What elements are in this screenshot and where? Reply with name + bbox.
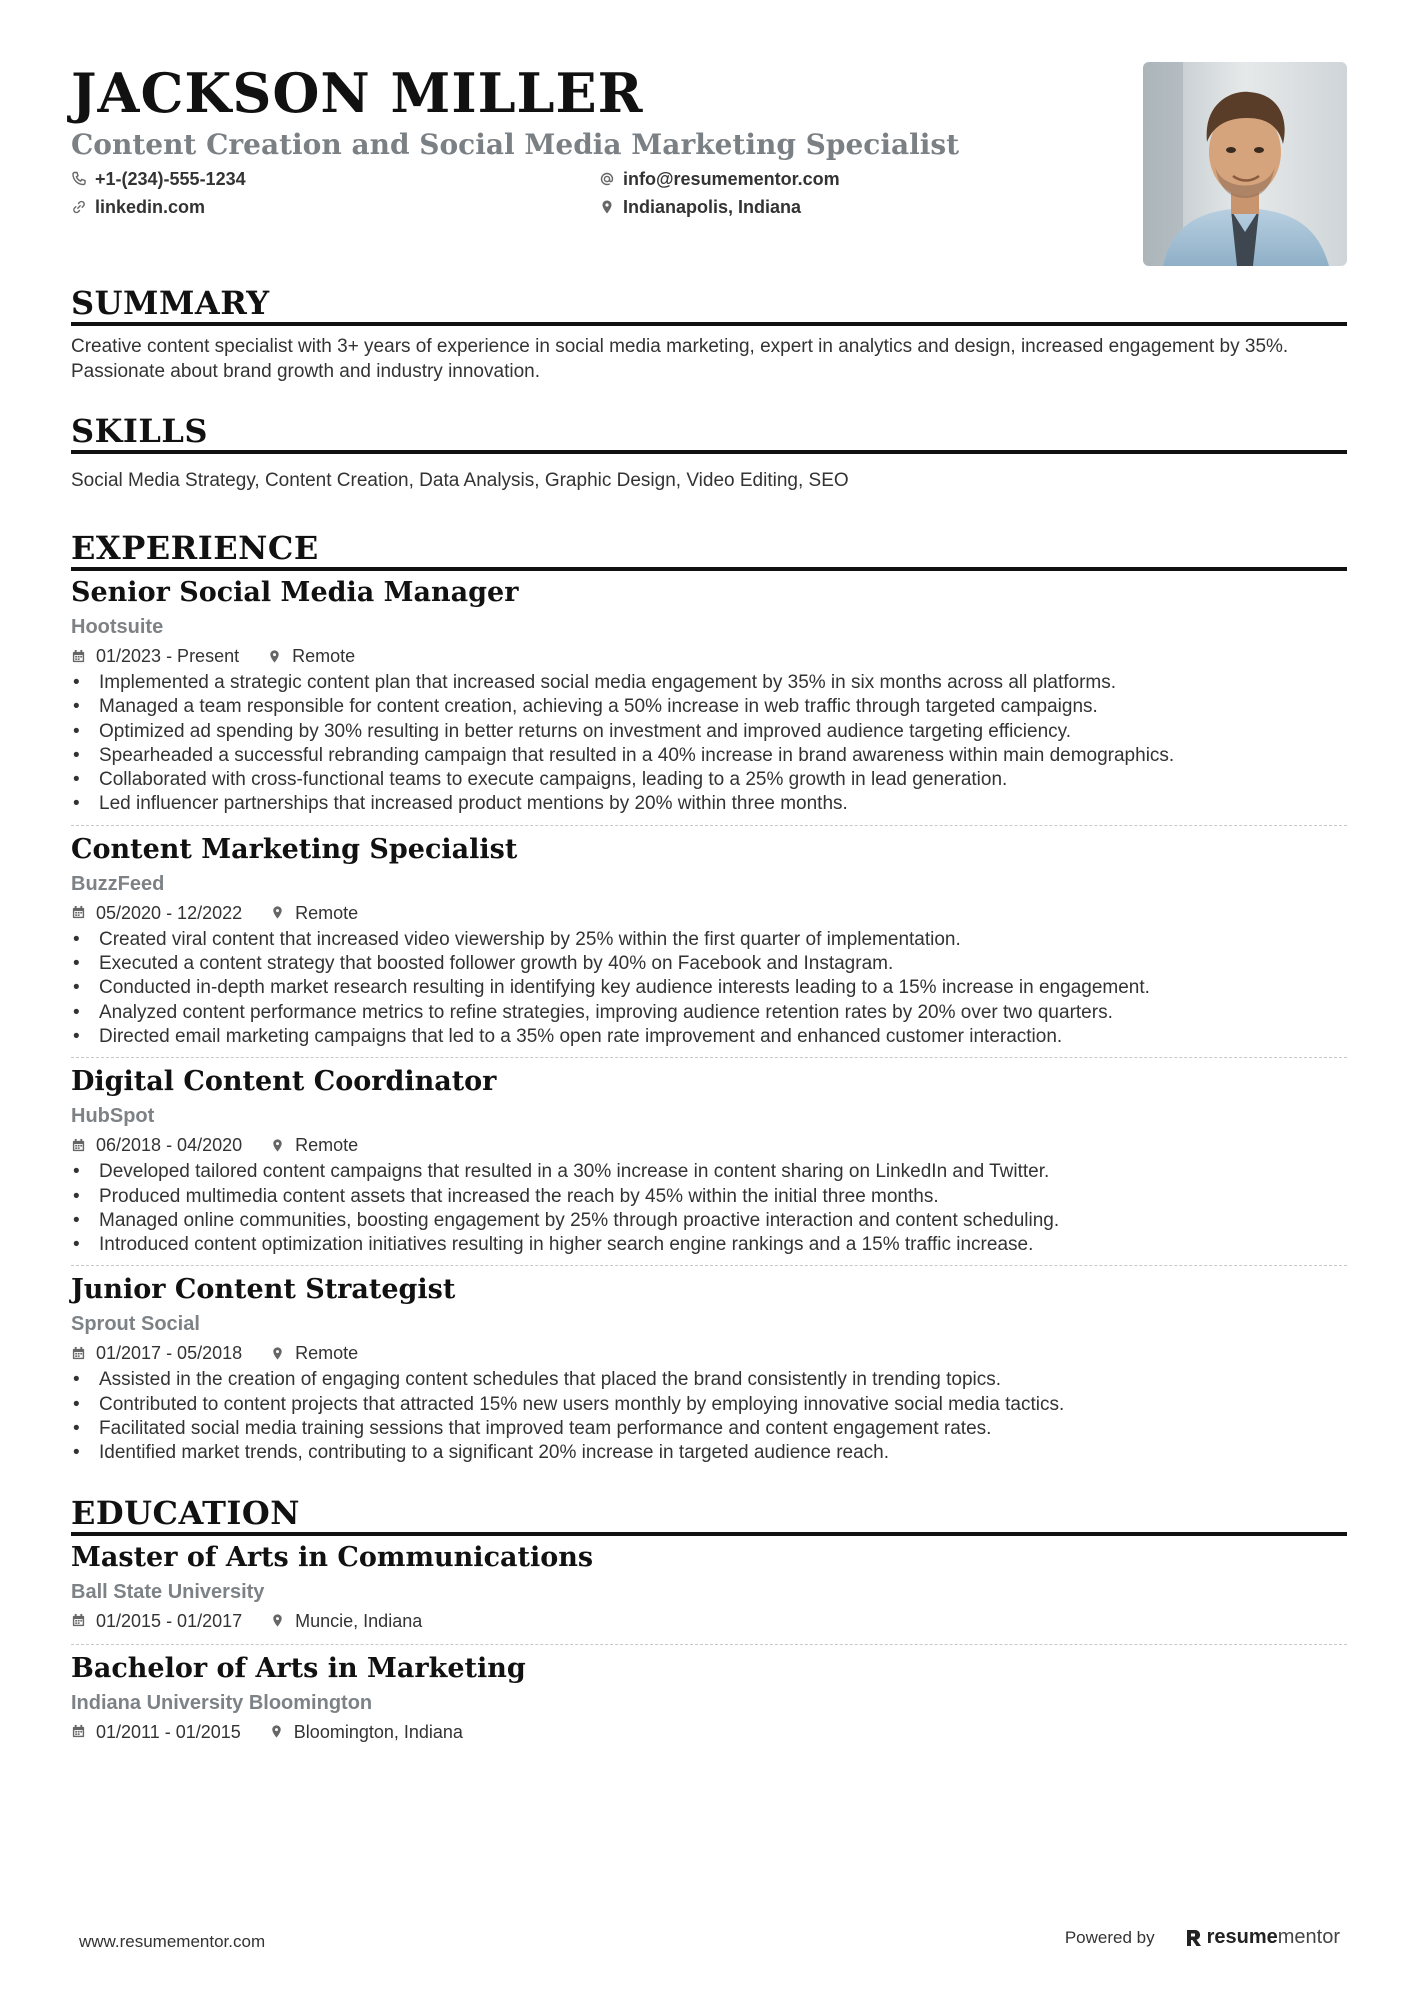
- job-dates: 01/2017 - 05/2018: [96, 1343, 243, 1364]
- location-pin-icon: [270, 1613, 285, 1628]
- brand-name-bold: resume: [1206, 1926, 1278, 1948]
- location-pin-icon: [270, 1138, 285, 1153]
- calendar-icon: [71, 905, 86, 920]
- education-dates: 01/2015 - 01/2017: [96, 1610, 243, 1631]
- location-pin-icon: [270, 1346, 285, 1361]
- education-section: [71, 1494, 1347, 1747]
- job-location: Remote: [295, 902, 359, 923]
- location-pin-icon: [599, 199, 615, 215]
- job-title: Digital Content Coordinator: [71, 1066, 497, 1098]
- calendar-icon: [71, 1613, 86, 1628]
- resume-header: [71, 58, 1347, 278]
- contact-linkedin[interactable]: [71, 196, 599, 218]
- entry-divider: [71, 1265, 1347, 1266]
- bullet-item: • Produced multimedia content assets that increased the reach by 45% within the initial three months.: [71, 1185, 1347, 1209]
- phone-icon: [71, 171, 87, 187]
- calendar-icon: [71, 649, 86, 664]
- skills-section: [71, 412, 1347, 493]
- contact-location: [599, 196, 999, 218]
- calendar-icon: [71, 1724, 86, 1739]
- section-divider: [71, 450, 1347, 454]
- powered-by-label: Powered by: [1064, 1927, 1155, 1947]
- company-name: HubSpot: [71, 1105, 155, 1128]
- job-bullets: [71, 671, 1347, 817]
- job-meta: [71, 1338, 1347, 1368]
- education-entry: [71, 1651, 1347, 1747]
- brand-name-light: mentor: [1277, 1926, 1340, 1948]
- job-bullets: [71, 1368, 1347, 1465]
- location-pin-icon: [270, 905, 285, 920]
- resumementor-logo-icon: [1185, 1928, 1203, 1948]
- entry-divider: [71, 825, 1347, 826]
- portrait-image: [1143, 62, 1347, 266]
- job-meta: [71, 898, 1347, 928]
- job-dates: 06/2018 - 04/2020: [96, 1135, 243, 1156]
- bullet-item: • Collaborated with cross-functional teams to execute campaigns, leading to a 25% growth in lead generation.: [71, 768, 1347, 792]
- bullet-item: • Developed tailored content campaigns that resulted in a 30% increase in content sharing on LinkedIn and Twitter.: [71, 1160, 1347, 1184]
- company-name: Hootsuite: [71, 616, 164, 638]
- calendar-icon: [71, 1138, 86, 1153]
- degree-title: Master of Arts in Communications: [71, 1541, 594, 1573]
- bullet-item: • Optimized ad spending by 30% resulting in better returns on investment and improved audience targeting efficiency.: [71, 720, 1347, 744]
- summary-text: Creative content specialist with 3+ years of experience in social media marketing, expert in analytics and design, increased engagement by 35%. Passionate about brand growth and industry innovation.: [71, 336, 1289, 382]
- experience-entry: [71, 832, 1347, 1049]
- bullet-item: • Managed a team responsible for content creation, achieving a 50% increase in web traffic through targeted campaigns.: [71, 695, 1347, 719]
- linkedin-text: linkedin.com: [95, 197, 206, 217]
- company-name: Sprout Social: [71, 1313, 200, 1336]
- bullet-item: • Introduced content optimization initiatives resulting in higher search engine rankings and a 15% traffic increase.: [71, 1233, 1347, 1257]
- section-divider: [71, 322, 1347, 326]
- candidate-title: Content Creation and Social Media Marketing Specialist: [71, 128, 960, 161]
- phone-text: +1-(234)-555-1234: [95, 169, 246, 189]
- bullet-item: • Implemented a strategic content plan that increased social media engagement by 35% in six months across all platforms.: [71, 671, 1347, 695]
- job-title: Senior Social Media Manager: [71, 577, 519, 608]
- education-location: Muncie, Indiana: [295, 1610, 423, 1631]
- job-location: Remote: [292, 646, 356, 666]
- job-bullets: [71, 1160, 1347, 1257]
- experience-entry: [71, 1064, 1347, 1257]
- skills-heading: SKILLS: [71, 412, 208, 450]
- education-meta: [71, 1717, 1347, 1747]
- footer-website[interactable]: www.resumementor.com: [79, 1932, 266, 1951]
- entry-divider: [71, 1057, 1347, 1058]
- bullet-item: • Conducted in-depth market research resulting in identifying key audience interests leading to a 15% increase in engagement.: [71, 976, 1347, 1000]
- bullet-item: • Created viral content that increased video viewership by 25% within the first quarter of implementation.: [71, 928, 1347, 952]
- degree-title: Bachelor of Arts in Marketing: [71, 1652, 526, 1684]
- school-name: Indiana University Bloomington: [71, 1691, 373, 1714]
- footer-powered-by: [1065, 1926, 1340, 1949]
- resume-page: [71, 58, 1347, 1747]
- location-text: Indianapolis, Indiana: [623, 197, 802, 217]
- location-pin-icon: [267, 649, 282, 664]
- bullet-item: • Executed a content strategy that boosted follower growth by 40% on Facebook and Instagram.: [71, 952, 1347, 976]
- section-divider: [71, 1532, 1347, 1536]
- school-name: Ball State University: [71, 1580, 265, 1603]
- job-bullets: [71, 928, 1347, 1049]
- entry-divider: [71, 1644, 1347, 1645]
- bullet-item: • Spearheaded a successful rebranding campaign that resulted in a 40% increase in brand awareness within main demographics.: [71, 744, 1347, 768]
- bullet-item: • Directed email marketing campaigns that led to a 35% open rate improvement and enhanced customer interaction.: [71, 1025, 1347, 1049]
- job-dates: 01/2023 - Present: [96, 646, 240, 666]
- experience-section: [71, 529, 1347, 1466]
- job-meta: [71, 641, 1347, 671]
- company-name: BuzzFeed: [71, 872, 165, 895]
- at-icon: [599, 171, 615, 187]
- bullet-item: • Facilitated social media training sessions that improved team performance and content engagement rates.: [71, 1417, 1347, 1441]
- experience-heading: EXPERIENCE: [71, 529, 319, 567]
- education-entry: [71, 1540, 1347, 1636]
- education-location: Bloomington, Indiana: [293, 1721, 463, 1742]
- bullet-item: • Managed online communities, boosting engagement by 25% through proactive interaction and content scheduling.: [71, 1209, 1347, 1233]
- job-location: Remote: [295, 1135, 359, 1156]
- job-dates: 05/2020 - 12/2022: [96, 902, 243, 923]
- summary-heading: SUMMARY: [71, 284, 270, 322]
- link-icon: [71, 199, 87, 215]
- bullet-item: • Identified market trends, contributing to a significant 20% increase in targeted audience reach.: [71, 1441, 1347, 1465]
- summary-section: [71, 284, 1347, 384]
- bullet-item: • Led influencer partnerships that increased product mentions by 20% within three months.: [71, 792, 1347, 816]
- bullet-item: • Analyzed content performance metrics to refine strategies, improving audience retention rates by 20% over two quarters.: [71, 1001, 1347, 1025]
- job-meta: [71, 1130, 1347, 1160]
- profile-photo: [1143, 62, 1347, 266]
- location-pin-icon: [269, 1724, 284, 1739]
- job-title: Junior Content Strategist: [71, 1274, 456, 1306]
- bullet-item: • Assisted in the creation of engaging content schedules that placed the brand consistently in trending topics.: [71, 1368, 1347, 1392]
- bullet-item: • Contributed to content projects that attracted 15% new users monthly by employing innovative social media tactics.: [71, 1393, 1347, 1417]
- candidate-name: JACKSON MILLER: [71, 61, 644, 125]
- experience-entry: [71, 575, 1347, 817]
- experience-entry: [71, 1272, 1347, 1465]
- contact-email[interactable]: [599, 168, 999, 190]
- education-meta: [71, 1606, 1347, 1636]
- brand-logo[interactable]: [1185, 1926, 1340, 1949]
- contact-phone: [71, 168, 599, 190]
- job-location: Remote: [295, 1343, 359, 1364]
- skills-text: Social Media Strategy, Content Creation, Data Analysis, Graphic Design, Video Editing, SEO: [71, 470, 849, 491]
- job-title: Content Marketing Specialist: [71, 833, 518, 865]
- section-divider: [71, 567, 1347, 571]
- calendar-icon: [71, 1346, 86, 1361]
- education-dates: 01/2011 - 01/2015: [96, 1721, 241, 1742]
- email-text: info@resumementor.com: [623, 169, 840, 189]
- education-heading: EDUCATION: [71, 1493, 300, 1532]
